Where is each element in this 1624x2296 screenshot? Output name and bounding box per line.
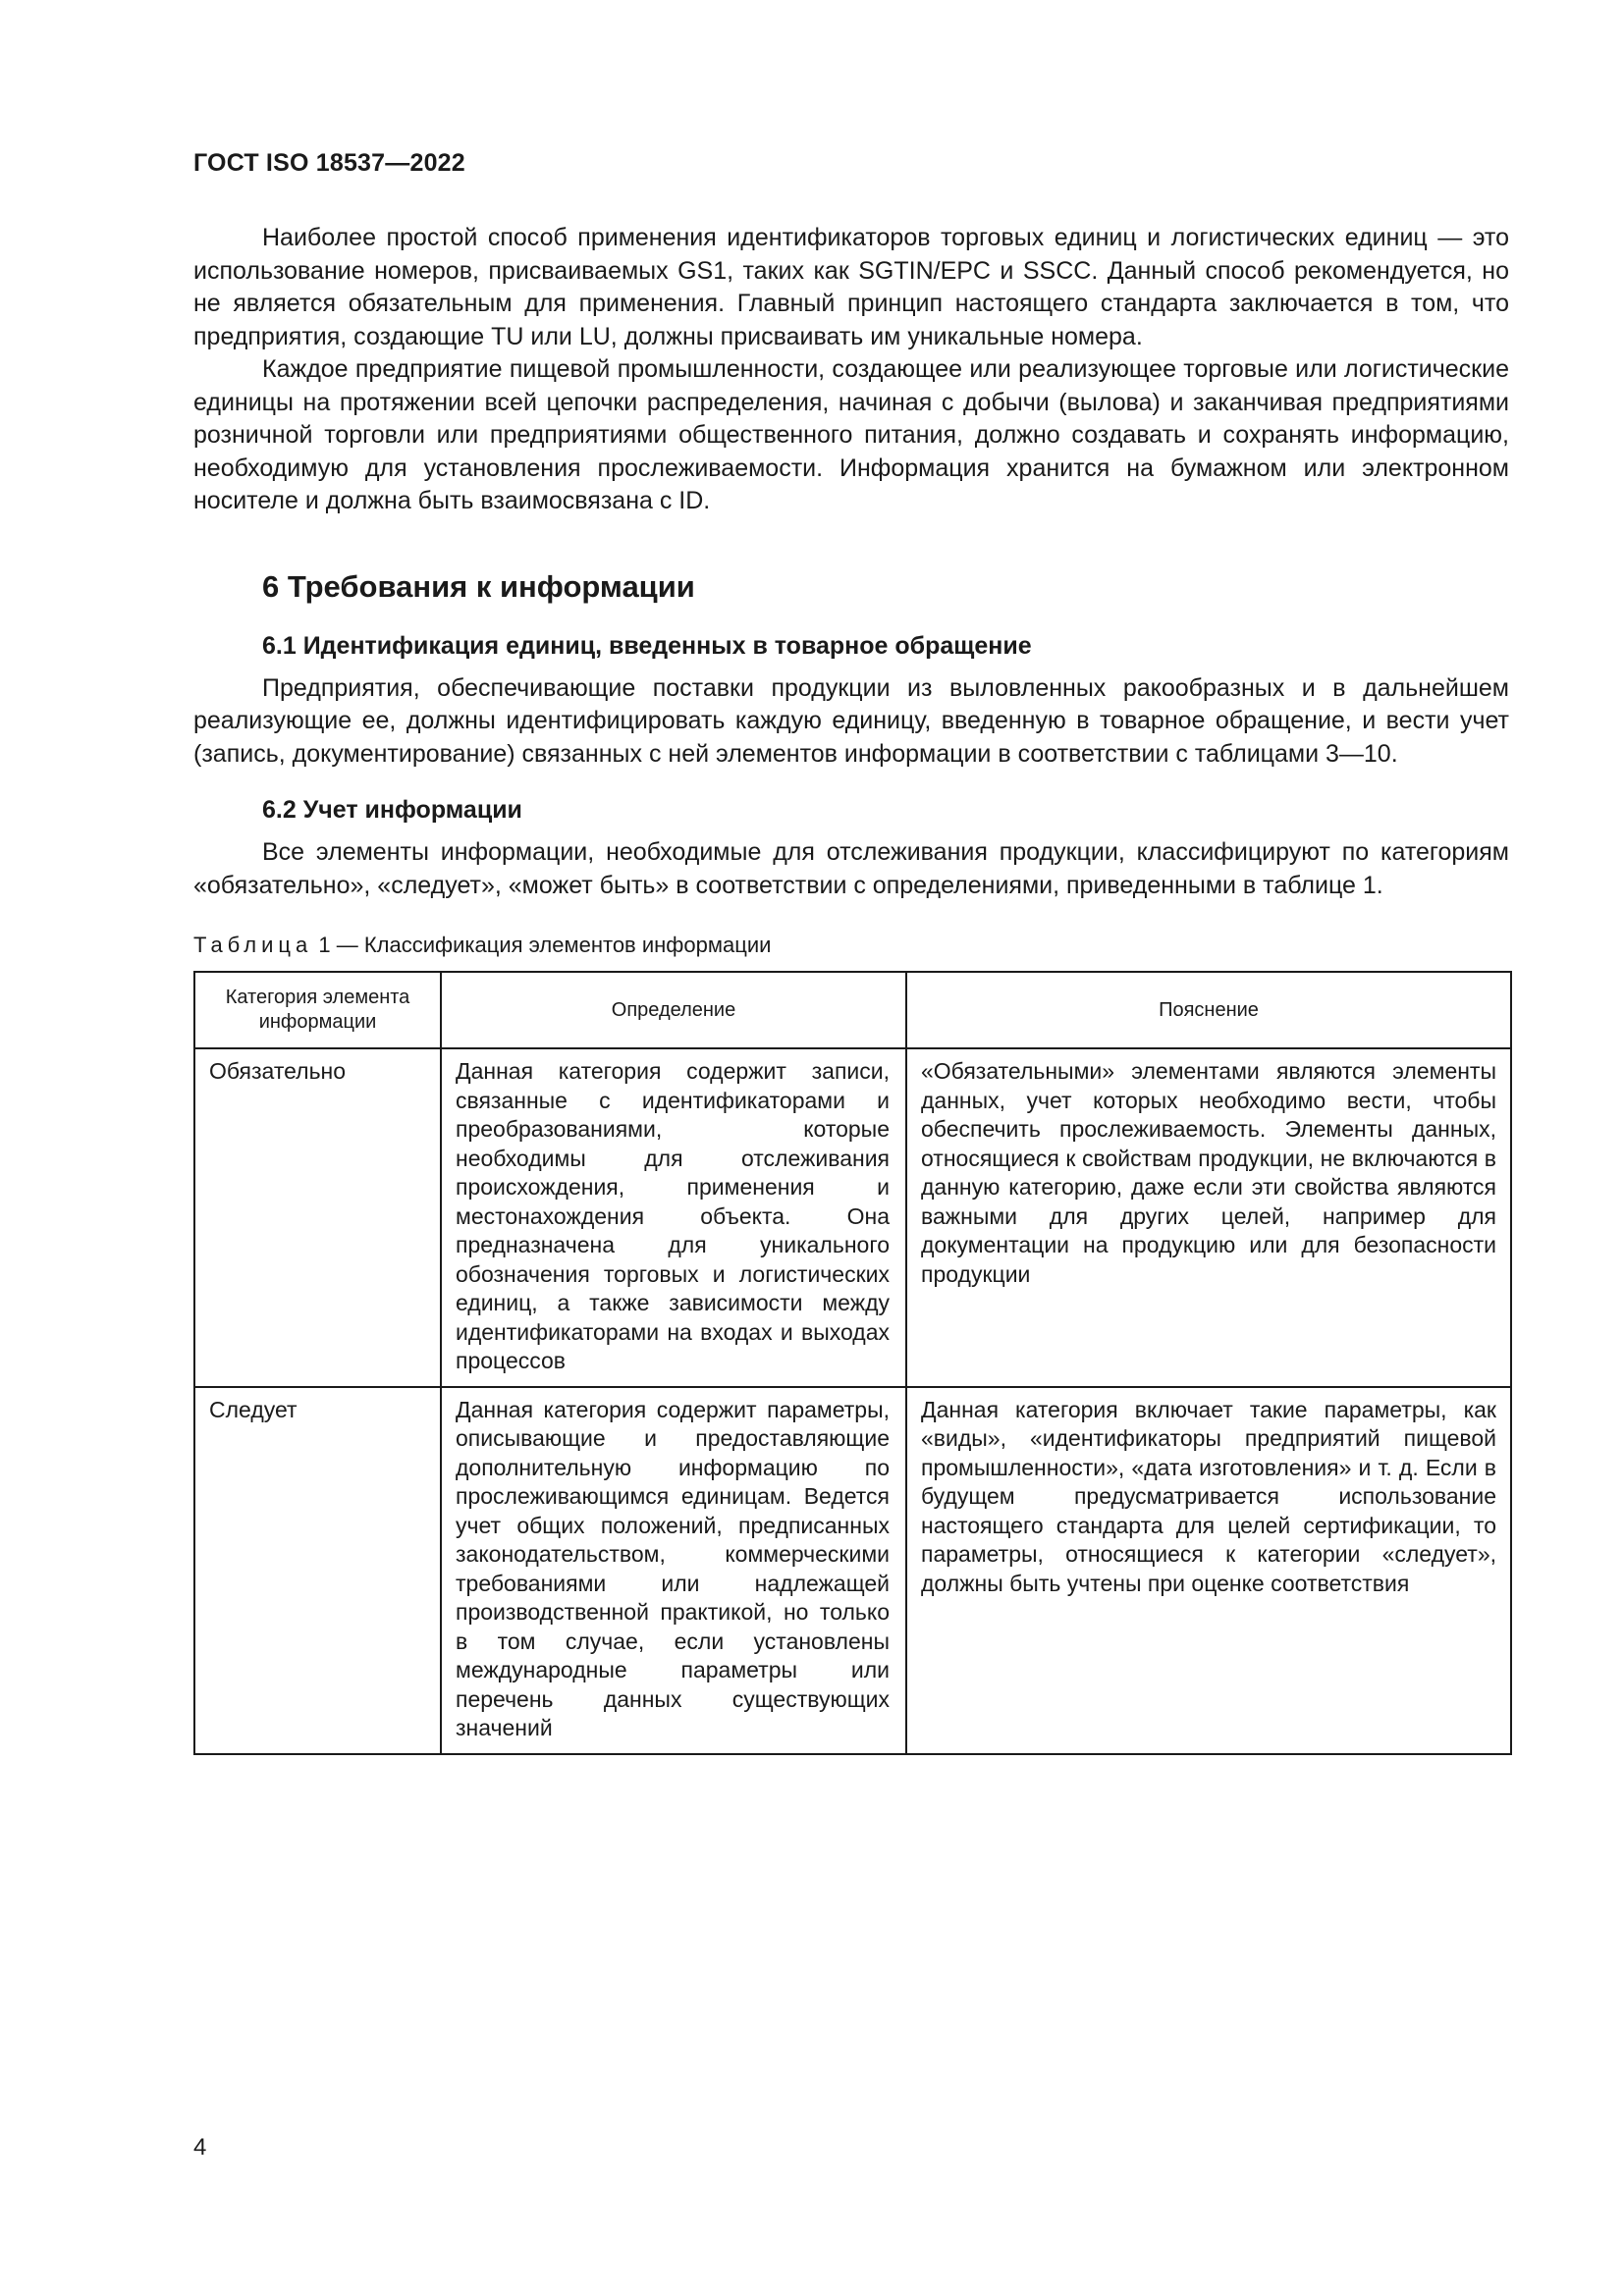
table-row (194, 1387, 1511, 1754)
table-row (194, 1048, 1511, 1387)
page-content (193, 222, 1509, 1755)
table-header-row (194, 972, 1511, 1048)
classification-table (193, 971, 1512, 1755)
table-caption-label: Таблица (193, 933, 313, 957)
cell-category: Обязательно (194, 1048, 441, 1387)
subsection-6-1-title: 6.1 Идентификация единиц, введенных в товарное обращение (262, 631, 1032, 660)
paragraph-gs1-identifiers: Наиболее простой способ применения идентификаторов торговых единиц и логистических единиц — это использование номеров, присваиваемых GS1, таких как SGTIN/EPC и SSCC. Данный способ рекомендуется, но не является обязательным для применения. Главный принцип настоящего стандарта заключается в том, что предприятия, создающие TU или LU, должны присваивать им уникальные номера. (193, 224, 1509, 350)
cell-explanation: «Обязательными» элементами являются элементы данных, учет которых необходимо вести, чтобы обеспечить прослеживаемость. Элементы данных, относящиеся к свойствам продукции, не включаются в данную категорию, даже если эти свойства являются важными для других целей, например для документации на продукцию или для безопасности продукции (906, 1048, 1511, 1387)
header-explanation: Пояснение (906, 972, 1511, 1048)
running-header: ГОСТ ISO 18537—2022 (193, 149, 465, 177)
subsection-6-2-title: 6.2 Учет информации (262, 796, 522, 824)
cell-definition: Данная категория содержит параметры, описывающие и предоставляющие дополнительную информацию по прослеживающимся единицам. Ведется учет общих положений, предписанных законодательством, коммерческими требованиями или надлежащей производственной практикой, но только в том случае, если установлены международные параметры или перечень данных существующих значений (441, 1387, 906, 1754)
page-number: 4 (193, 2134, 207, 2161)
subsection-6-2-text: Все элементы информации, необходимые для отслеживания продукции, классифицируют по категориям «обязательно», «следует», «может быть» в соответствии с определениями, приведенными в таблице 1. (193, 838, 1509, 899)
cell-explanation: Данная категория включает такие параметры, как «виды», «идентификаторы предприятий пищевой промышленности», «дата изготовления» и т. д. Если в будущем предусматривается использование настоящего стандарта для целей сертификации, то параметры, относящиеся к категории «следует», должны быть учтены при оценке соответствия (906, 1387, 1511, 1754)
header-definition: Определение (441, 972, 906, 1048)
table-1-caption (193, 932, 1509, 959)
subsection-6-1-text: Предприятия, обеспечивающие поставки продукции из выловленных ракообразных и в дальнейшем реализующие ее, должны идентифицировать каждую единицу, введенную в товарное обращение, и вести учет (запись, документирование) связанных с ней элементов информации в соответствии с таблицами 3—10. (193, 673, 1509, 768)
table-caption-title: 1 — Классификация элементов информации (312, 933, 772, 957)
section-6-title: 6 Требования к информации (262, 568, 695, 604)
paragraph-food-enterprise-info: Каждое предприятие пищевой промышленности, создающее или реализующее торговые или логистические единицы на протяжении всей цепочки распределения, начиная с добычи (вылова) и заканчивая предприятиями розничной торговли или предприятиями общественного питания, должно создавать и сохранять информацию, необходимую для установления прослеживаемости. Информация хранится на бумажном или электронном носителе и должна быть взаимосвязана с ID. (193, 355, 1509, 514)
cell-definition: Данная категория содержит записи, связанные с идентификаторами и преобразованиями, которые необходимы для отслеживания происхождения, применения и местонахождения объекта. Она предназначена для уникального обозначения торговых и логистических единиц, а также зависимости между идентификаторами на входах и выходах процессов (441, 1048, 906, 1387)
cell-category: Следует (194, 1387, 441, 1754)
header-category: Категория элемента информации (194, 972, 441, 1048)
